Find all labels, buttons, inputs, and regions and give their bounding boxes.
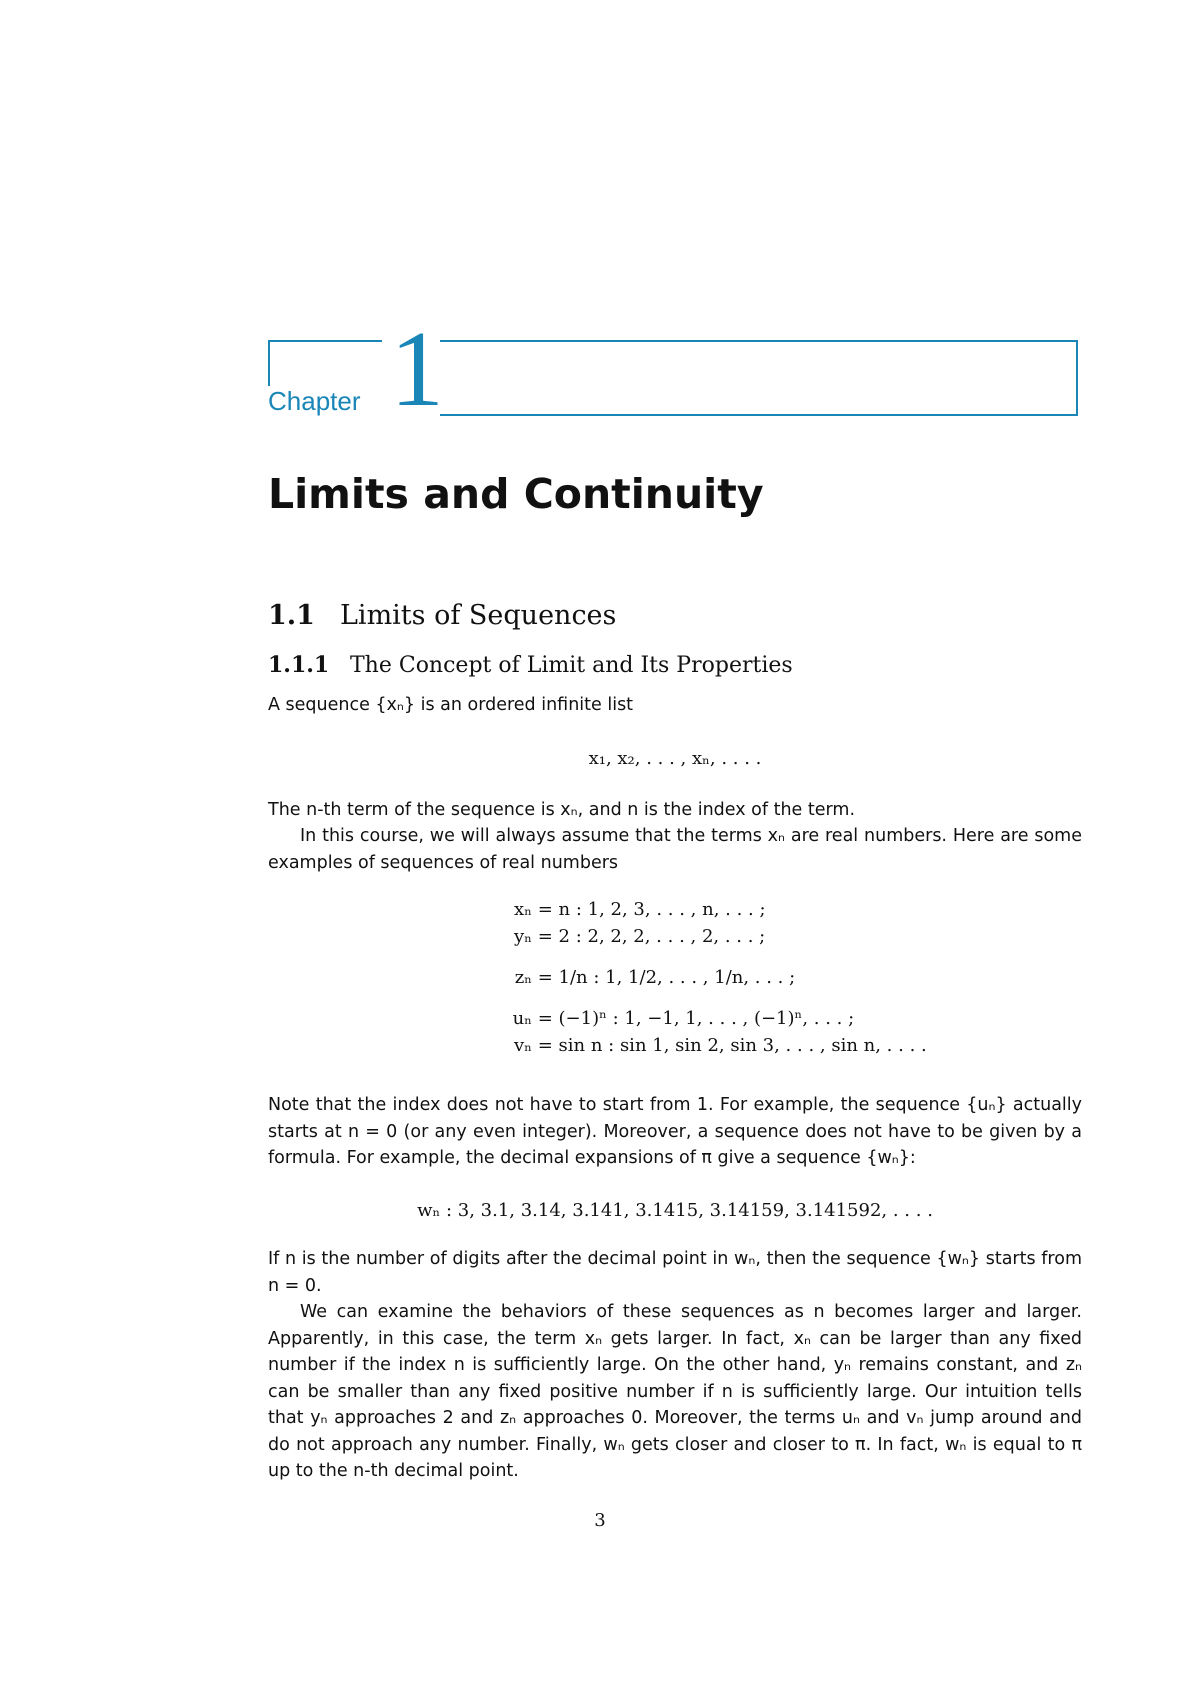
sequence-name: zₙ [514, 967, 532, 988]
section-title: Limits of Sequences [340, 600, 617, 631]
paragraph-definition: A sequence {xₙ} is an ordered infinite list [268, 695, 634, 715]
paragraph-digits: If n is the number of digits after the decimal point in wₙ, then the sequence {wₙ} starts from n = 0. [268, 1249, 1082, 1296]
sequence-row [460, 1032, 980, 1059]
sequence-name: yₙ [514, 926, 532, 947]
chapter-title: Limits and Continuity [268, 470, 764, 518]
section-heading [268, 600, 616, 631]
subsection-heading [268, 652, 793, 678]
sequence-name: xₙ [514, 899, 532, 920]
sequence-definition: = sin n : sin 1, sin 2, sin 3, . . . , sin n, . . . . [537, 1035, 927, 1056]
display-sequence: x₁, x₂, . . . , xₙ, . . . . [588, 748, 762, 769]
sequence-row [460, 950, 980, 1005]
display-pi-sequence: wₙ : 3, 3.1, 3.14, 3.141, 3.1415, 3.14159, 3.141592, . . . . [417, 1200, 933, 1221]
paragraph-behaviors: We can examine the behaviors of these sequences as n becomes larger and larger. Apparently, in this case, the term xₙ gets larger. In fact, xₙ can be larger than any fixed number if the index n is sufficiently large. On the other hand, yₙ remains constant, and zₙ can be smaller than any fixed positive number if n is sufficiently large. Our intuition tells that yₙ approaches 2 and zₙ approaches 0. Moreover, the terms uₙ and vₙ jump around and do not approach any number. Finally, wₙ gets closer and closer to π. In fact, wₙ is equal to π up to the n-th decimal point. [268, 1302, 1082, 1481]
paragraph-index-note: Note that the index does not have to start from 1. For example, the sequence {uₙ} actually starts at n = 0 (or any even integer). Moreover, a sequence does not have to be given by a formula. For example, the decimal expansions of π give a sequence {wₙ}: [268, 1095, 1082, 1168]
sequence-row [460, 1005, 980, 1032]
sequence-row [460, 923, 980, 950]
paragraph-real-numbers: In this course, we will always assume that the terms xₙ are real numbers. Here are some examples of sequences of real numbers [268, 826, 1082, 873]
paragraph-index: The n-th term of the sequence is xₙ, and n is the index of the term. [268, 800, 856, 820]
sequence-examples [460, 896, 980, 1059]
chapter-label: Chapter [268, 386, 361, 416]
page-number: 3 [594, 1510, 606, 1531]
sequence-definition: = (−1)ⁿ : 1, −1, 1, . . . , (−1)ⁿ, . . . ; [537, 1008, 855, 1029]
section-number: 1.1 [268, 600, 315, 631]
sequence-definition: = 2 : 2, 2, 2, . . . , 2, . . . ; [537, 926, 766, 947]
sequence-row [460, 896, 980, 923]
chapter-number: 1 [390, 310, 444, 429]
subsection-title: The Concept of Limit and Its Properties [350, 653, 793, 678]
sequence-definition: = 1/n : 1, 1/2, . . . , 1/n, . . . ; [537, 967, 796, 988]
sequence-name: uₙ [512, 1008, 532, 1029]
chapter-frame-right [440, 340, 1078, 416]
sequence-definition: = n : 1, 2, 3, . . . , n, . . . ; [537, 899, 766, 920]
chapter-frame-left [268, 340, 382, 386]
sequence-name: vₙ [514, 1035, 532, 1056]
subsection-number: 1.1.1 [268, 652, 330, 678]
